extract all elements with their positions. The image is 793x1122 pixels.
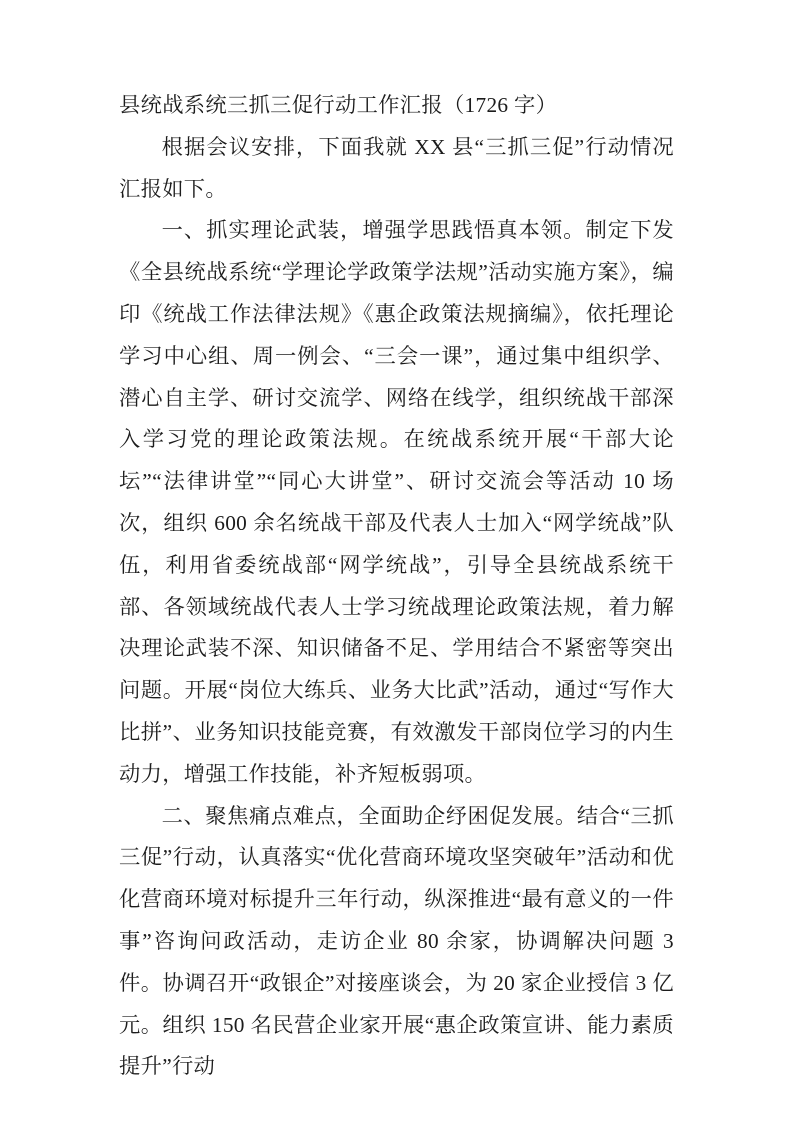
paragraph-section-2: 二、聚焦痛点难点，全面助企纾困促发展。结合“三抓三促”行动，认真落实“优化营商环境攻坚突破年”活动和优化营商环境对标提升三年行动，纵深推进“最有意义的一件事”咨询问政活动，走访企业 80 余家，协调解决问题 3 件。协调召开“政银企”对接座谈会，为 20 家企业授信 3 亿元。组织 150 名民营企业家开展“惠企政策宣讲、能力素质提升”行动: [119, 803, 674, 1079]
paragraph-section-1: 一、抓实理论武装，增强学思践悟真本领。制定下发《全县统战系统“学理论学政策学法规”活动实施方案》，编印《统战工作法律法规》《惠企政策法规摘编》，依托理论学习中心组、周一例会、“三会一课”，通过集中组织学、潜心自主学、研讨交流学、网络在线学，组织统战干部深入学习党的理论政策法规。在统战系统开展“干部大论坛”“法律讲堂”“同心大讲堂”、研讨交流会等活动 10 场次，组织 600 余名统战干部及代表人士加入“网学统战”队伍，利用省委统战部“网学统战”，引导全县统战系统干部、各领域统战代表人士学习统战理论政策法规，着力解决理论武装不深、知识储备不足、学用结合不紧密等突出问题。开展“岗位大练兵、业务大比武”活动，通过“写作大比拼”、业务知识技能竞赛，有效激发干部岗位学习的内生动力，增强工作技能，补齐短板弱项。: [119, 218, 674, 786]
document-content: [119, 85, 674, 1088]
paragraph-intro: 根据会议安排，下面我就 XX 县“三抓三促”行动情况汇报如下。: [119, 134, 674, 201]
document-title: 县统战系统三抓三促行动工作汇报（1726 字）: [119, 93, 558, 117]
